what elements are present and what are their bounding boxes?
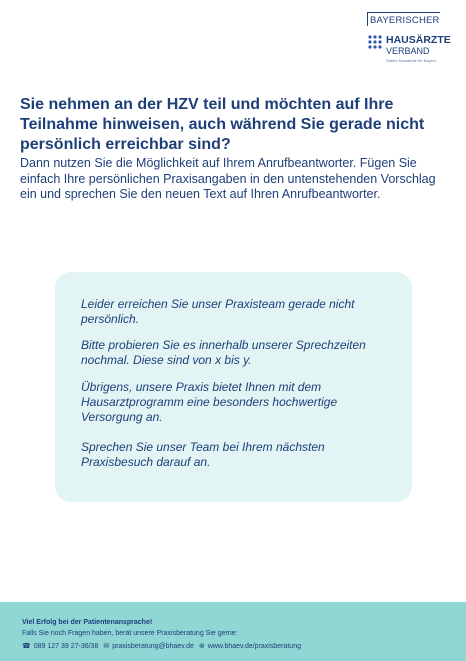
footer-contacts	[22, 642, 304, 650]
footer-info-text: Falls Sie noch Fragen haben, berät unsere Praxisberatung Sie gerne:	[22, 630, 238, 637]
mail-icon: ✉	[103, 643, 110, 650]
footer-greeting: Viel Erfolg bei der Patientenansprache!	[22, 619, 153, 626]
script-paragraph-3: Übrigens, unsere Praxis bietet Ihnen mit dem Hausarztprogramm eine besonders hochwertige Versorgung an.	[81, 380, 338, 424]
logo-line-hausaerzte: HAUSÄRZTE	[386, 34, 451, 46]
page-headline: Sie nehmen an der HZV teil und möchten auf Ihre Teilnahme hinweisen, auch während Sie gerade nicht persönlich erreichbar sind?	[20, 96, 425, 153]
answering-machine-script-box	[55, 272, 412, 502]
logo-line-verband: VERBAND	[386, 46, 430, 56]
footer-web-link[interactable]: www.bhaev.de/praxisberatung	[207, 643, 301, 650]
script-paragraph-2: Bitte probieren Sie es innerhalb unserer Sprechzeiten nochmal. Diese sind von x bis y.	[81, 338, 366, 367]
footer-contact-bar	[0, 602, 466, 661]
logo-line-bayerischer: BAYERISCHER	[367, 12, 440, 26]
bhaev-logo	[363, 10, 453, 66]
script-paragraph-4: Sprechen Sie unser Team bei Ihrem nächsten Praxisbesuch darauf an.	[81, 440, 325, 469]
logo-mark-icon	[367, 34, 383, 50]
footer-phone[interactable]: 089 127 39 27-36/38	[33, 643, 99, 650]
phone-icon: ☎	[22, 643, 31, 650]
logo-tagline: Starke Hausärzte für Bayern	[386, 58, 437, 63]
intro-paragraph: Dann nutzen Sie die Möglichkeit auf Ihrem Anrufbeantworter. Fügen Sie einfach Ihre persönlichen Praxisangaben in den untenstehenden Vorschlag ein und sprechen Sie den neuen Text auf Ihren Anrufbeantworter.	[20, 156, 436, 201]
globe-icon: ⊕	[198, 643, 205, 650]
footer-email-link[interactable]: praxisberatung@bhaev.de	[112, 643, 194, 650]
script-paragraph-1: Leider erreichen Sie unser Praxisteam gerade nicht persönlich.	[81, 297, 355, 326]
